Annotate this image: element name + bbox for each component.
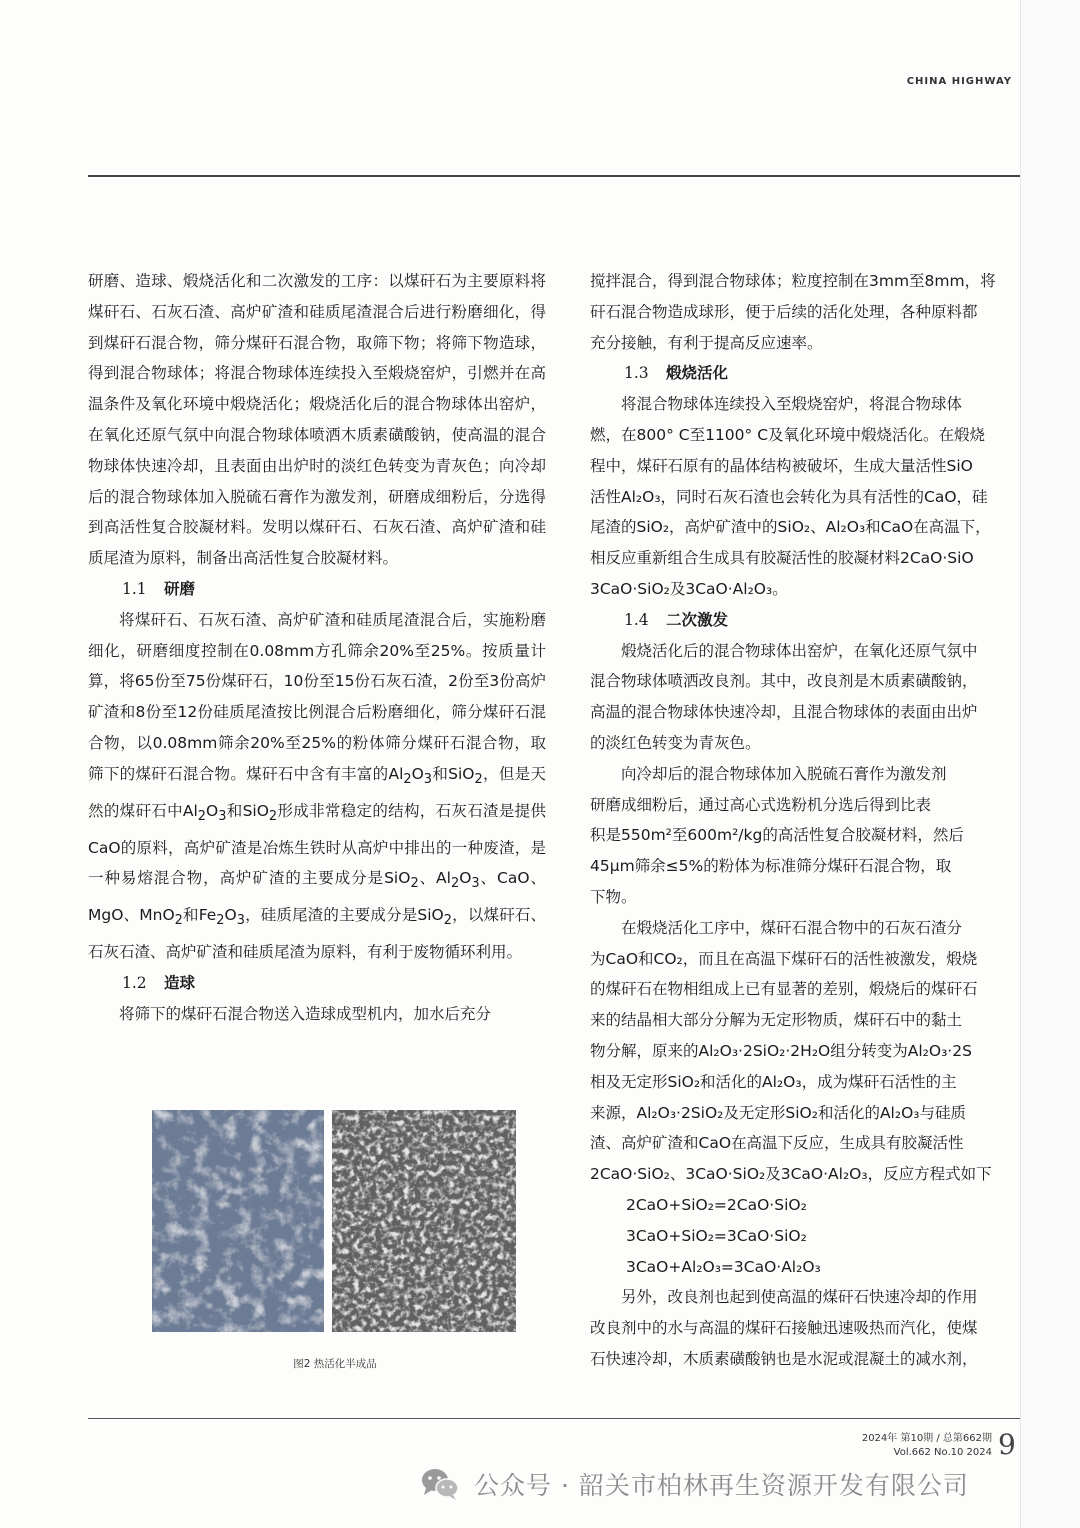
footer-rule <box>88 1418 1020 1419</box>
text-line: 下物。 <box>590 887 637 906</box>
wechat-icon <box>420 1467 460 1501</box>
paragraph: 研磨、造球、煅烧活化和二次激发的工序：以煤矸石为主要原料将煤矸石、石灰石渣、高炉矿渣和硅质尾渣混合后进行粉磨细化，得到煤矸石混合物，筛分煤矸石混合物，取筛下物；将筛下物造球，得到混合物球体；将混合物球体连续投入至煅烧窑炉，引燃并在高温条件及氧化环境中煅烧活化；煅烧活化后的混合物球体出窑炉，在氧化还原气氛中向混合物球体喷洒木质素磺酸钠，使高温的混合物球体快速冷却，且表面由出炉时的淡红色转变为青灰色；向冷却后的混合物球体加入脱硫石膏作为激发剂，研磨成细粉后，分选得到高活性复合胶凝材料。发明以煤矸石、石灰石渣、高炉矿渣和硅质尾渣为原料，制备出高活性复合胶凝材料。 <box>88 272 546 568</box>
equation: 2CaO+SiO₂=2CaO·SiO₂ <box>626 1195 807 1214</box>
figure-image-left <box>152 1110 324 1332</box>
text-line: 搅拌混合，得到混合物球体；粒度控制在3mm至8mm，将 <box>590 272 996 290</box>
text-line: 相反应重新组合生成具有胶凝活性的胶凝材料2CaO·SiO <box>590 549 974 568</box>
section-number: 1.3 <box>624 364 649 383</box>
text-line: 另外，改良剂也起到使高温的煤矸石快速冷却的作用 <box>621 1288 978 1307</box>
journal-name: CHINA HIGHWAY <box>906 76 1012 87</box>
text-line: 渣、高炉矿渣和CaO在高温下反应，生成具有胶凝活性 <box>590 1134 964 1153</box>
text-line: 相及无定形SiO₂和活化的Al₂O₃，成为煤矸石活性的主 <box>590 1072 957 1091</box>
equation: 3CaO+SiO₂=3CaO·SiO₂ <box>626 1226 807 1245</box>
text-line: 研磨成细粉后，通过高心式选粉机分选后得到比表 <box>590 795 932 814</box>
text-line: 物分解，原来的Al₂O₃·2SiO₂·2H₂O组分转变为Al₂O₃·2S <box>590 1041 972 1060</box>
section-heading-1-3 <box>590 358 1020 389</box>
section-number: 1.2 <box>122 973 147 992</box>
issue-info <box>840 1432 992 1460</box>
text-line: 积是550m²至600m²/kg的高活性复合胶凝材料，然后 <box>590 826 964 845</box>
text-line: 2CaO·SiO₂、3CaO·SiO₂及3CaO·Al₂O₃，反应方程式如下 <box>590 1165 992 1184</box>
figure-image-right <box>332 1110 516 1332</box>
text-line: 将混合物球体连续投入至煅烧窑炉，将混合物球体 <box>621 395 963 414</box>
figure-2 <box>152 1110 516 1332</box>
section-heading-1-1 <box>88 574 546 605</box>
section-heading-1-4 <box>590 605 1020 636</box>
watermark-text: 公众号 · 韶关市柏林再生资源开发有限公司 <box>474 1471 969 1500</box>
text-line: 的煤矸石在物相组成上已有显著的差别，煅烧后的煤矸石 <box>590 980 978 999</box>
header-rule <box>88 175 1020 177</box>
text-line: 改良剂中的水与高温的煤矸石接触迅速吸热而汽化，使煤 <box>590 1319 978 1338</box>
text-line: 程中，煤矸石原有的晶体结构被破坏，生成大量活性SiO <box>590 456 973 475</box>
right-column <box>590 266 1020 1375</box>
text-line: 45μm筛余≤5%的粉体为标准筛分煤矸石混合物，取 <box>590 857 952 876</box>
section-title: 煅烧活化 <box>666 364 729 383</box>
equation: 3CaO+Al₂O₃=3CaO·Al₂O₃ <box>626 1257 821 1276</box>
text-line: 在煅烧活化工序中，煤矸石混合物中的石灰石渣分 <box>621 918 963 937</box>
page-number: 9 <box>998 1428 1016 1461</box>
text-line: 充分接触，有利于提高反应速率。 <box>590 333 823 352</box>
issue-cn: 2024年 第10期 / 总第662期 <box>861 1433 992 1444</box>
left-column <box>88 266 546 1030</box>
text-line: 来源，Al₂O₃·2SiO₂及无定形SiO₂和活化的Al₂O₃与硅质 <box>590 1103 966 1122</box>
text-line: 为CaO和CO₂，而且在高温下煤矸石的活性被激发，煅烧 <box>590 949 978 968</box>
text-line: 活性Al₂O₃，同时石灰石渣也会转化为具有活性的CaO，硅 <box>590 487 988 506</box>
text-line: 混合物球体喷洒改良剂。其中，改良剂是木质素磺酸钠， <box>590 672 978 691</box>
text-line: 石快速冷却，木质素磺酸钠也是水泥或混凝土的减水剂， <box>590 1349 978 1368</box>
section-number: 1.4 <box>624 610 649 629</box>
paragraph: 将煤矸石、石灰石渣、高炉矿渣和硅质尾渣混合后，实施粉磨细化，研磨细度控制在0.08mm方孔筛余20%至25%。按质量计算，将65份至75份煤矸石，10份至15份石灰石渣，2份至3份高炉矿渣和8份至12份硅质尾渣按比例混合后粉磨细化，筛分煤矸石混合物，以0.08mm筛余20%至25%的粉体筛分煤矸石混合物，取筛下的煤矸石混合物。煤矸石中含有丰富的$Al_2O_3$和SiO$_2$，但是天然的煤矸石中$Al_2O_3$和SiO$_2$形成非常稳定的结构，石灰石渣是提供CaO的原料，高炉矿渣是冶炼生铁时从高炉中排出的一种废渣，是一种易熔混合物，高炉矿渣的主要成分是SiO$_2$、$Al_2O_3$、CaO、MgO、MnO$_2$和$Fe_2O_3$，硅质尾渣的主要成分是SiO$_2$，以煤矸石、石灰石渣、高炉矿渣和硅质尾渣为原料，有利于废物循环利用。 <box>88 610 546 962</box>
text-line: 高温的混合物球体快速冷却，且混合物球体的表面由出炉 <box>590 703 978 722</box>
section-number: 1.1 <box>122 579 147 598</box>
text-line: 煅烧活化后的混合物球体出窑炉，在氧化还原气氛中 <box>621 641 978 660</box>
watermark <box>420 1464 969 1504</box>
page-edge <box>1020 0 1080 1528</box>
section-title: 二次激发 <box>666 610 729 629</box>
section-title: 造球 <box>164 973 196 992</box>
figure-caption: 图2 热活化半成品 <box>293 1358 377 1370</box>
text-line: 来的结晶相大部分分解为无定形物质，煤矸石中的黏土 <box>590 1011 963 1030</box>
text-line: 尾渣的SiO₂，高炉矿渣中的SiO₂、Al₂O₃和CaO在高温下， <box>590 518 991 537</box>
section-heading-1-2 <box>88 968 546 999</box>
issue-en: Vol.662 No.10 2024 <box>893 1447 992 1458</box>
text-line: 向冷却后的混合物球体加入脱硫石膏作为激发剂 <box>621 764 947 783</box>
text-line: 燃，在800° C至1100° C及氧化环境中煅烧活化。在煅烧 <box>590 425 986 444</box>
section-title: 研磨 <box>164 579 196 598</box>
text-line: 的淡红色转变为青灰色。 <box>590 733 761 752</box>
text-line: 3CaO·SiO₂及3CaO·Al₂O₃。 <box>590 579 788 598</box>
text-line: 矸石混合物造成球形，便于后续的活化处理，各种原料都 <box>590 302 978 321</box>
paragraph: 将筛下的煤矸石混合物送入造球成型机内，加水后充分 <box>119 1004 492 1023</box>
